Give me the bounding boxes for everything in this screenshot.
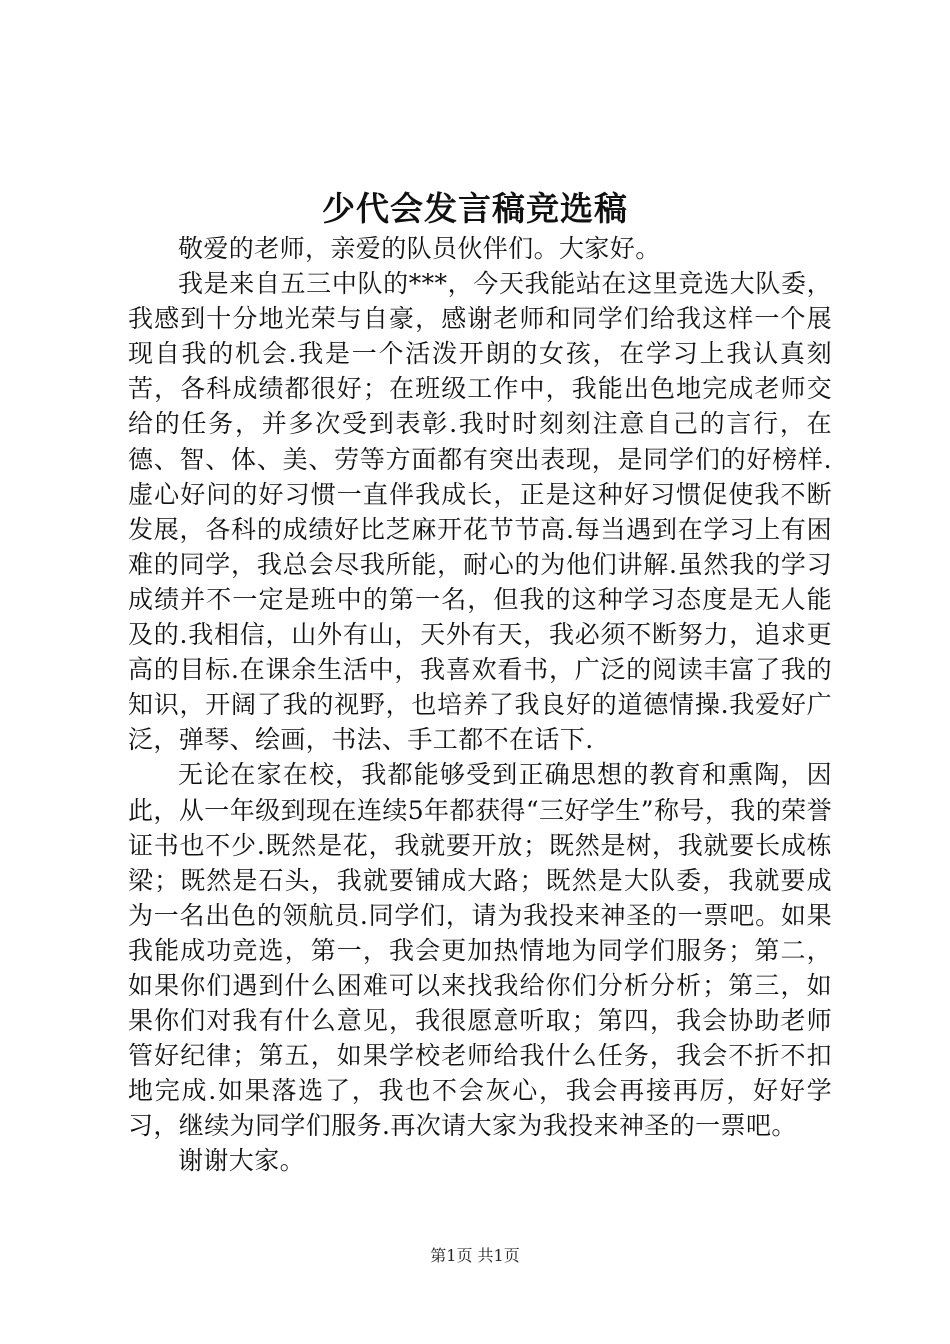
closing-paragraph: 谢谢大家。: [178, 1146, 306, 1176]
pledge-paragraph: 无论在家在校，我都能够受到正确思想的教育和熏陶，因此，从一年级到现在连续5年都获得“三好学生”称号，我的荣誉证书也不少.既然是花，我就要开放；既然是树，我就要长成栋梁；既然是石头，我就要铺成大路；既然是大队委，我就要成为一名出色的领航员.同学们，请为我投来神圣的一票吧。如果我能成功竞选，第一，我会更加热情地为同学们服务；第二，如果你们遇到什么困难可以来找我给你们分析分析；第三，如果你们对我有什么意见，我很愿意听取；第四，我会协助老师管好纪律；第五，如果学校老师给我什么任务，我会不折不扣地完成.如果落选了，我也不会灰心，我会再接再厉，好好学习，继续为同学们服务.再次请大家为我投来神圣的一票吧。: [128, 760, 832, 1141]
document-body: [128, 231, 832, 1179]
introduction-paragraph: 我是来自五三中队的***，今天我能站在这里竞选大队委，我感到十分地光荣与自豪，感谢老师和同学们给我这样一个展现自我的机会.我是一个活泼开朗的女孩，在学习上我认真刻苦，各科成绩都很好；在班级工作中，我能出色地完成老师交给的任务，并多次受到表彰.我时时刻刻注意自己的言行，在德、智、体、美、劳等方面都有突出表现，是同学们的好榜样.虚心好问的好习惯一直伴我成长，正是这种好习惯促使我不断发展，各科的成绩好比芝麻开花节节高.每当遇到在学习上有困难的同学，我总会尽我所能，耐心的为他们讲解.虽然我的学习成绩并不一定是班中的第一名，但我的这种学习态度是无人能及的.我相信，山外有山，天外有天，我必须不断努力，追求更高的目标.在课余生活中，我喜欢看书，广泛的阅读丰富了我的知识，开阔了我的视野，也培养了我良好的道德情操.我爱好广泛，弹琴、绘画，书法、手工都不在话下.: [128, 269, 832, 755]
page-number-footer: 第1页 共1页: [430, 1246, 520, 1265]
greeting-paragraph: 敬爱的老师，亲爱的队员伙伴们。大家好。: [178, 234, 661, 263]
document-title: 少代会发言稿竞选稿: [322, 189, 628, 228]
